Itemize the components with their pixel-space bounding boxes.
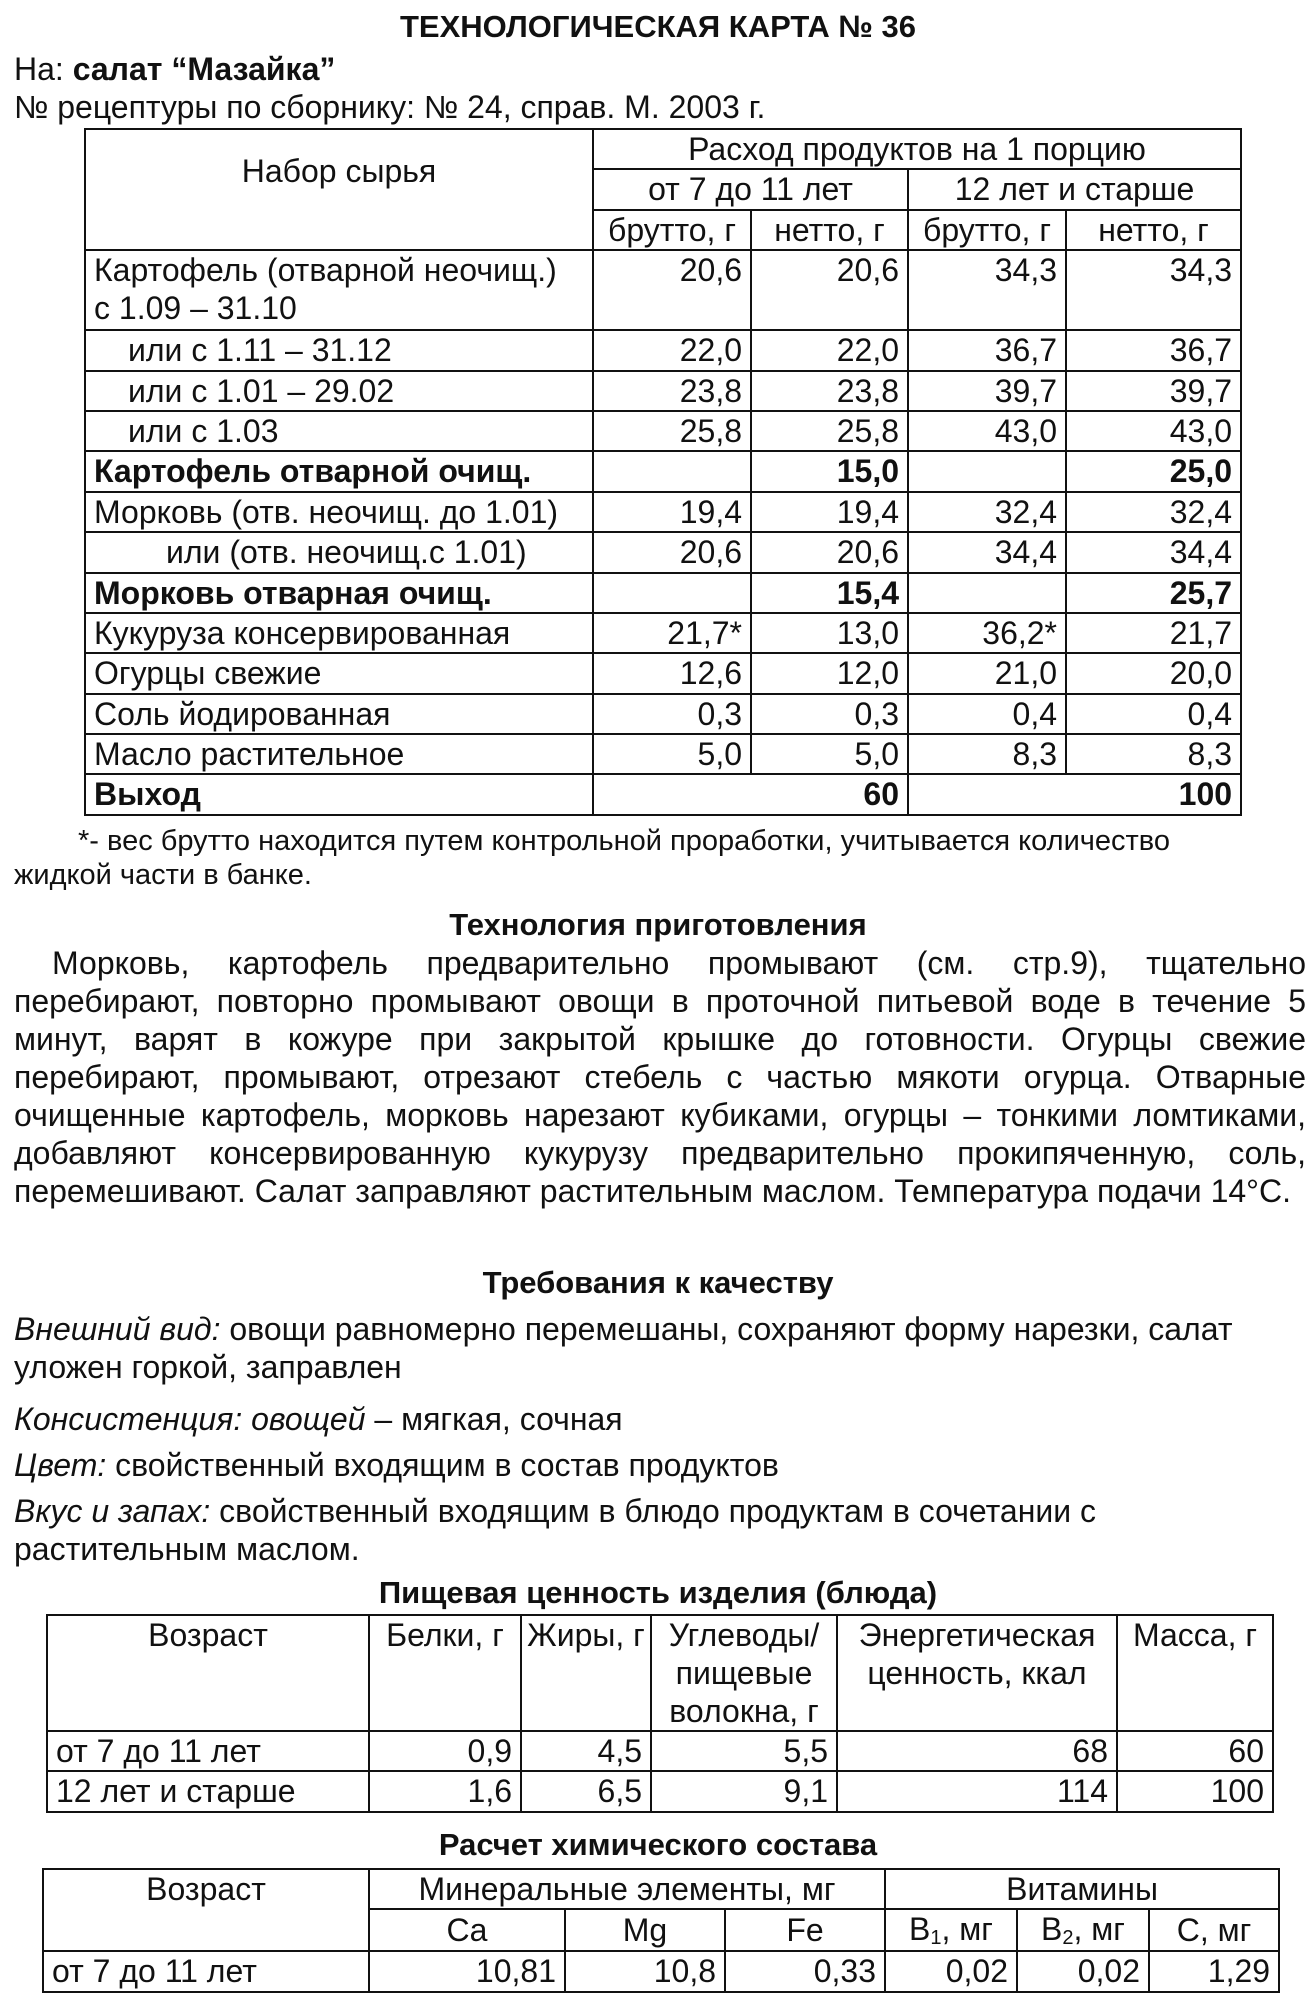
ingredient-name: или с 1.01 – 29.02 [85, 371, 593, 411]
col-header-b2: $B_2$, мг [1017, 1909, 1149, 1951]
quality-text: свойственный входящим в блюдо продуктам в сочетании с растительным маслом. [14, 1493, 1097, 1567]
sub-col-header: брутто, г [908, 210, 1066, 250]
gross-12plus: 21,0 [908, 653, 1066, 693]
net-7-11: 0,3 [751, 694, 908, 734]
ingredient-name: или с 1.11 – 31.12 [85, 330, 593, 370]
col-header-minerals: Минеральные элементы, мг [369, 1869, 885, 1909]
c-cell: 1,29 [1149, 1951, 1279, 1991]
ingredient-name: Огурцы свежие [85, 653, 593, 693]
net-7-11: 25,8 [751, 411, 908, 451]
gross-12plus [908, 451, 1066, 491]
ingredient-name: Масло растительное [85, 734, 593, 774]
ingredient-name: или с 1.03 [85, 411, 593, 451]
gross-7-11: 22,0 [593, 330, 751, 370]
quality-item [14, 1400, 1294, 1438]
footnote: *- вес брутто находится путем контрольной проработки, учитывается количество жидкой части в банке. [14, 825, 1171, 891]
table-row [43, 1951, 1279, 1991]
chemical-table [42, 1868, 1280, 1993]
gross-7-11: 20,6 [593, 532, 751, 572]
gross-12plus: 34,3 [908, 250, 1066, 330]
net-12plus: 20,0 [1066, 653, 1241, 693]
col-header-b1: $B_1$, мг [885, 1909, 1017, 1951]
quality-label: Внешний вид: [14, 1311, 221, 1347]
table-row [85, 371, 1241, 411]
quality-text: – мягкая, сочная [374, 1401, 623, 1437]
gross-12plus: 39,7 [908, 371, 1066, 411]
col-header-carbs: Углеводы/ пищевые волокна, г [651, 1615, 837, 1731]
table-row [85, 492, 1241, 532]
table-row [85, 451, 1241, 491]
net-12plus: 36,7 [1066, 330, 1241, 370]
net-7-11: 20,6 [751, 250, 908, 330]
net-7-11: 19,4 [751, 492, 908, 532]
gross-7-11: 20,6 [593, 250, 751, 330]
gross-12plus: 0,4 [908, 694, 1066, 734]
ingredient-name: Соль йодированная [85, 694, 593, 734]
age-group-header: 12 лет и старше [908, 169, 1241, 209]
energy-cell: 114 [837, 1771, 1117, 1811]
table-row [85, 411, 1241, 451]
gross-7-11 [593, 573, 751, 613]
dish-label: На: [14, 51, 64, 87]
nutrition-table [46, 1614, 1274, 1813]
quality-item [14, 1310, 1294, 1386]
quality-item [14, 1446, 1294, 1484]
net-12plus: 39,7 [1066, 371, 1241, 411]
table-row [85, 653, 1241, 693]
age-group-header: от 7 до 11 лет [593, 169, 908, 209]
dish-line [14, 50, 335, 88]
net-12plus: 25,7 [1066, 573, 1241, 613]
col-header-protein: Белки, г [369, 1615, 521, 1731]
yield-7-11: 60 [593, 774, 908, 814]
mass-cell: 100 [1117, 1771, 1273, 1811]
col-header-raw-materials: Набор сырья [85, 129, 593, 250]
net-12plus: 8,3 [1066, 734, 1241, 774]
table-row [85, 613, 1241, 653]
fe-cell: 0,33 [725, 1951, 885, 1991]
gross-12plus: 8,3 [908, 734, 1066, 774]
technology-heading: Технология приготовления [449, 907, 867, 942]
net-7-11: 20,6 [751, 532, 908, 572]
ingredient-name: Картофель (отварной неочищ.) с 1.09 – 31.10 [85, 250, 593, 330]
net-7-11: 15,4 [751, 573, 908, 613]
age-cell: от 7 до 11 лет [47, 1731, 369, 1771]
yield-row [85, 774, 1241, 814]
net-7-11: 12,0 [751, 653, 908, 693]
table-row [85, 532, 1241, 572]
table-row [47, 1731, 1273, 1771]
net-12plus: 21,7 [1066, 613, 1241, 653]
net-7-11: 5,0 [751, 734, 908, 774]
gross-7-11: 0,3 [593, 694, 751, 734]
col-header-vitamins: Витамины [885, 1869, 1279, 1909]
col-header-fat: Жиры, г [521, 1615, 651, 1731]
net-12plus: 34,4 [1066, 532, 1241, 572]
quality-heading: Требования к качеству [482, 1265, 834, 1300]
sub-col-header: нетто, г [1066, 210, 1241, 250]
gross-7-11 [593, 451, 751, 491]
sub-col-header: нетто, г [751, 210, 908, 250]
gross-7-11: 12,6 [593, 653, 751, 693]
col-header-ca: Ca [369, 1909, 565, 1951]
net-7-11: 23,8 [751, 371, 908, 411]
col-header-fe: Fe [725, 1909, 885, 1951]
quality-label: Цвет: [14, 1447, 107, 1483]
b2-cell: 0,02 [1017, 1951, 1149, 1991]
col-header-mass: Масса, г [1117, 1615, 1273, 1731]
quality-text: свойственный входящим в состав продуктов [115, 1447, 779, 1483]
net-7-11: 15,0 [751, 451, 908, 491]
table-row [85, 573, 1241, 613]
gross-7-11: 21,7* [593, 613, 751, 653]
ca-cell: 10,81 [369, 1951, 565, 1991]
ingredient-name: или (отв. неочищ.с 1.01) [85, 532, 593, 572]
carbs-cell: 5,5 [651, 1731, 837, 1771]
gross-7-11: 5,0 [593, 734, 751, 774]
col-header-mg: Mg [565, 1909, 725, 1951]
gross-12plus [908, 573, 1066, 613]
yield-12plus: 100 [908, 774, 1241, 814]
nutrition-heading: Пищевая ценность изделия (блюда) [378, 1575, 938, 1610]
age-cell: 12 лет и старше [47, 1771, 369, 1811]
table-row [47, 1771, 1273, 1811]
dish-name: салат “Мазайка” [72, 51, 336, 87]
quality-item [14, 1492, 1294, 1568]
age-cell: от 7 до 11 лет [43, 1951, 369, 1991]
col-header-age: Возраст [47, 1615, 369, 1731]
ingredient-name: Морковь отварная очищ. [85, 573, 593, 613]
net-7-11: 22,0 [751, 330, 908, 370]
table-row [85, 330, 1241, 370]
net-12plus: 34,3 [1066, 250, 1241, 330]
ingredient-name: Кукуруза консервированная [85, 613, 593, 653]
energy-cell: 68 [837, 1731, 1117, 1771]
fat-cell: 4,5 [521, 1731, 651, 1771]
net-12plus: 0,4 [1066, 694, 1241, 734]
mg-cell: 10,8 [565, 1951, 725, 1991]
sub-col-header: брутто, г [593, 210, 751, 250]
mass-cell: 60 [1117, 1731, 1273, 1771]
quality-label: Вкус и запах: [14, 1493, 211, 1529]
recipe-reference: № рецептуры по сборнику: № 24, справ. М. 2003 г. [14, 89, 766, 125]
recipe-table [84, 128, 1242, 816]
col-header-consumption: Расход продуктов на 1 порцию [593, 129, 1241, 169]
gross-12plus: 36,2* [908, 613, 1066, 653]
net-12plus: 25,0 [1066, 451, 1241, 491]
b1-cell: 0,02 [885, 1951, 1017, 1991]
table-row [85, 734, 1241, 774]
col-header-age: Возраст [43, 1869, 369, 1951]
yield-label: Выход [85, 774, 593, 814]
quality-text: овощи равномерно перемешаны, сохраняют форму нарезки, салат уложен горкой, заправлен [14, 1311, 1233, 1385]
ingredient-name: Морковь (отв. неочищ. до 1.01) [85, 492, 593, 532]
carbs-cell: 9,1 [651, 1771, 837, 1811]
technology-text: Морковь, картофель предварительно промывают (см. стр.9), тщательно перебирают, повторно промывают овощи в проточной питьевой воде в течение 5 минут, варят в кожуре при закрытой крышке до готовности. Огурцы свежие перебирают, промывают, отрезают стебель с частью мякоти огурца. Отварные очищенные картофель, морковь нарезают кубиками, огурцы – тонкими ломтиками, добавляют консервированную кукурузу предварительно прокипяченную, соль, перемешивают. Салат заправляют растительным маслом. Температура подачи 14°С. [14, 945, 1306, 1209]
card-title: ТЕХНОЛОГИЧЕСКАЯ КАРТА № 36 [400, 9, 916, 44]
ingredient-name: Картофель отварной очищ. [85, 451, 593, 491]
gross-7-11: 23,8 [593, 371, 751, 411]
gross-12plus: 43,0 [908, 411, 1066, 451]
net-12plus: 43,0 [1066, 411, 1241, 451]
quality-label: Консистенция: овощей [14, 1401, 366, 1437]
net-7-11: 13,0 [751, 613, 908, 653]
gross-12plus: 34,4 [908, 532, 1066, 572]
chemical-heading: Расчет химического состава [438, 1827, 878, 1862]
table-row [85, 250, 1241, 330]
gross-12plus: 36,7 [908, 330, 1066, 370]
gross-12plus: 32,4 [908, 492, 1066, 532]
gross-7-11: 25,8 [593, 411, 751, 451]
gross-7-11: 19,4 [593, 492, 751, 532]
protein-cell: 0,9 [369, 1731, 521, 1771]
protein-cell: 1,6 [369, 1771, 521, 1811]
net-12plus: 32,4 [1066, 492, 1241, 532]
table-row [85, 694, 1241, 734]
col-header-energy: Энергетическая ценность, ккал [837, 1615, 1117, 1731]
fat-cell: 6,5 [521, 1771, 651, 1811]
col-header-c: C, мг [1149, 1909, 1279, 1951]
